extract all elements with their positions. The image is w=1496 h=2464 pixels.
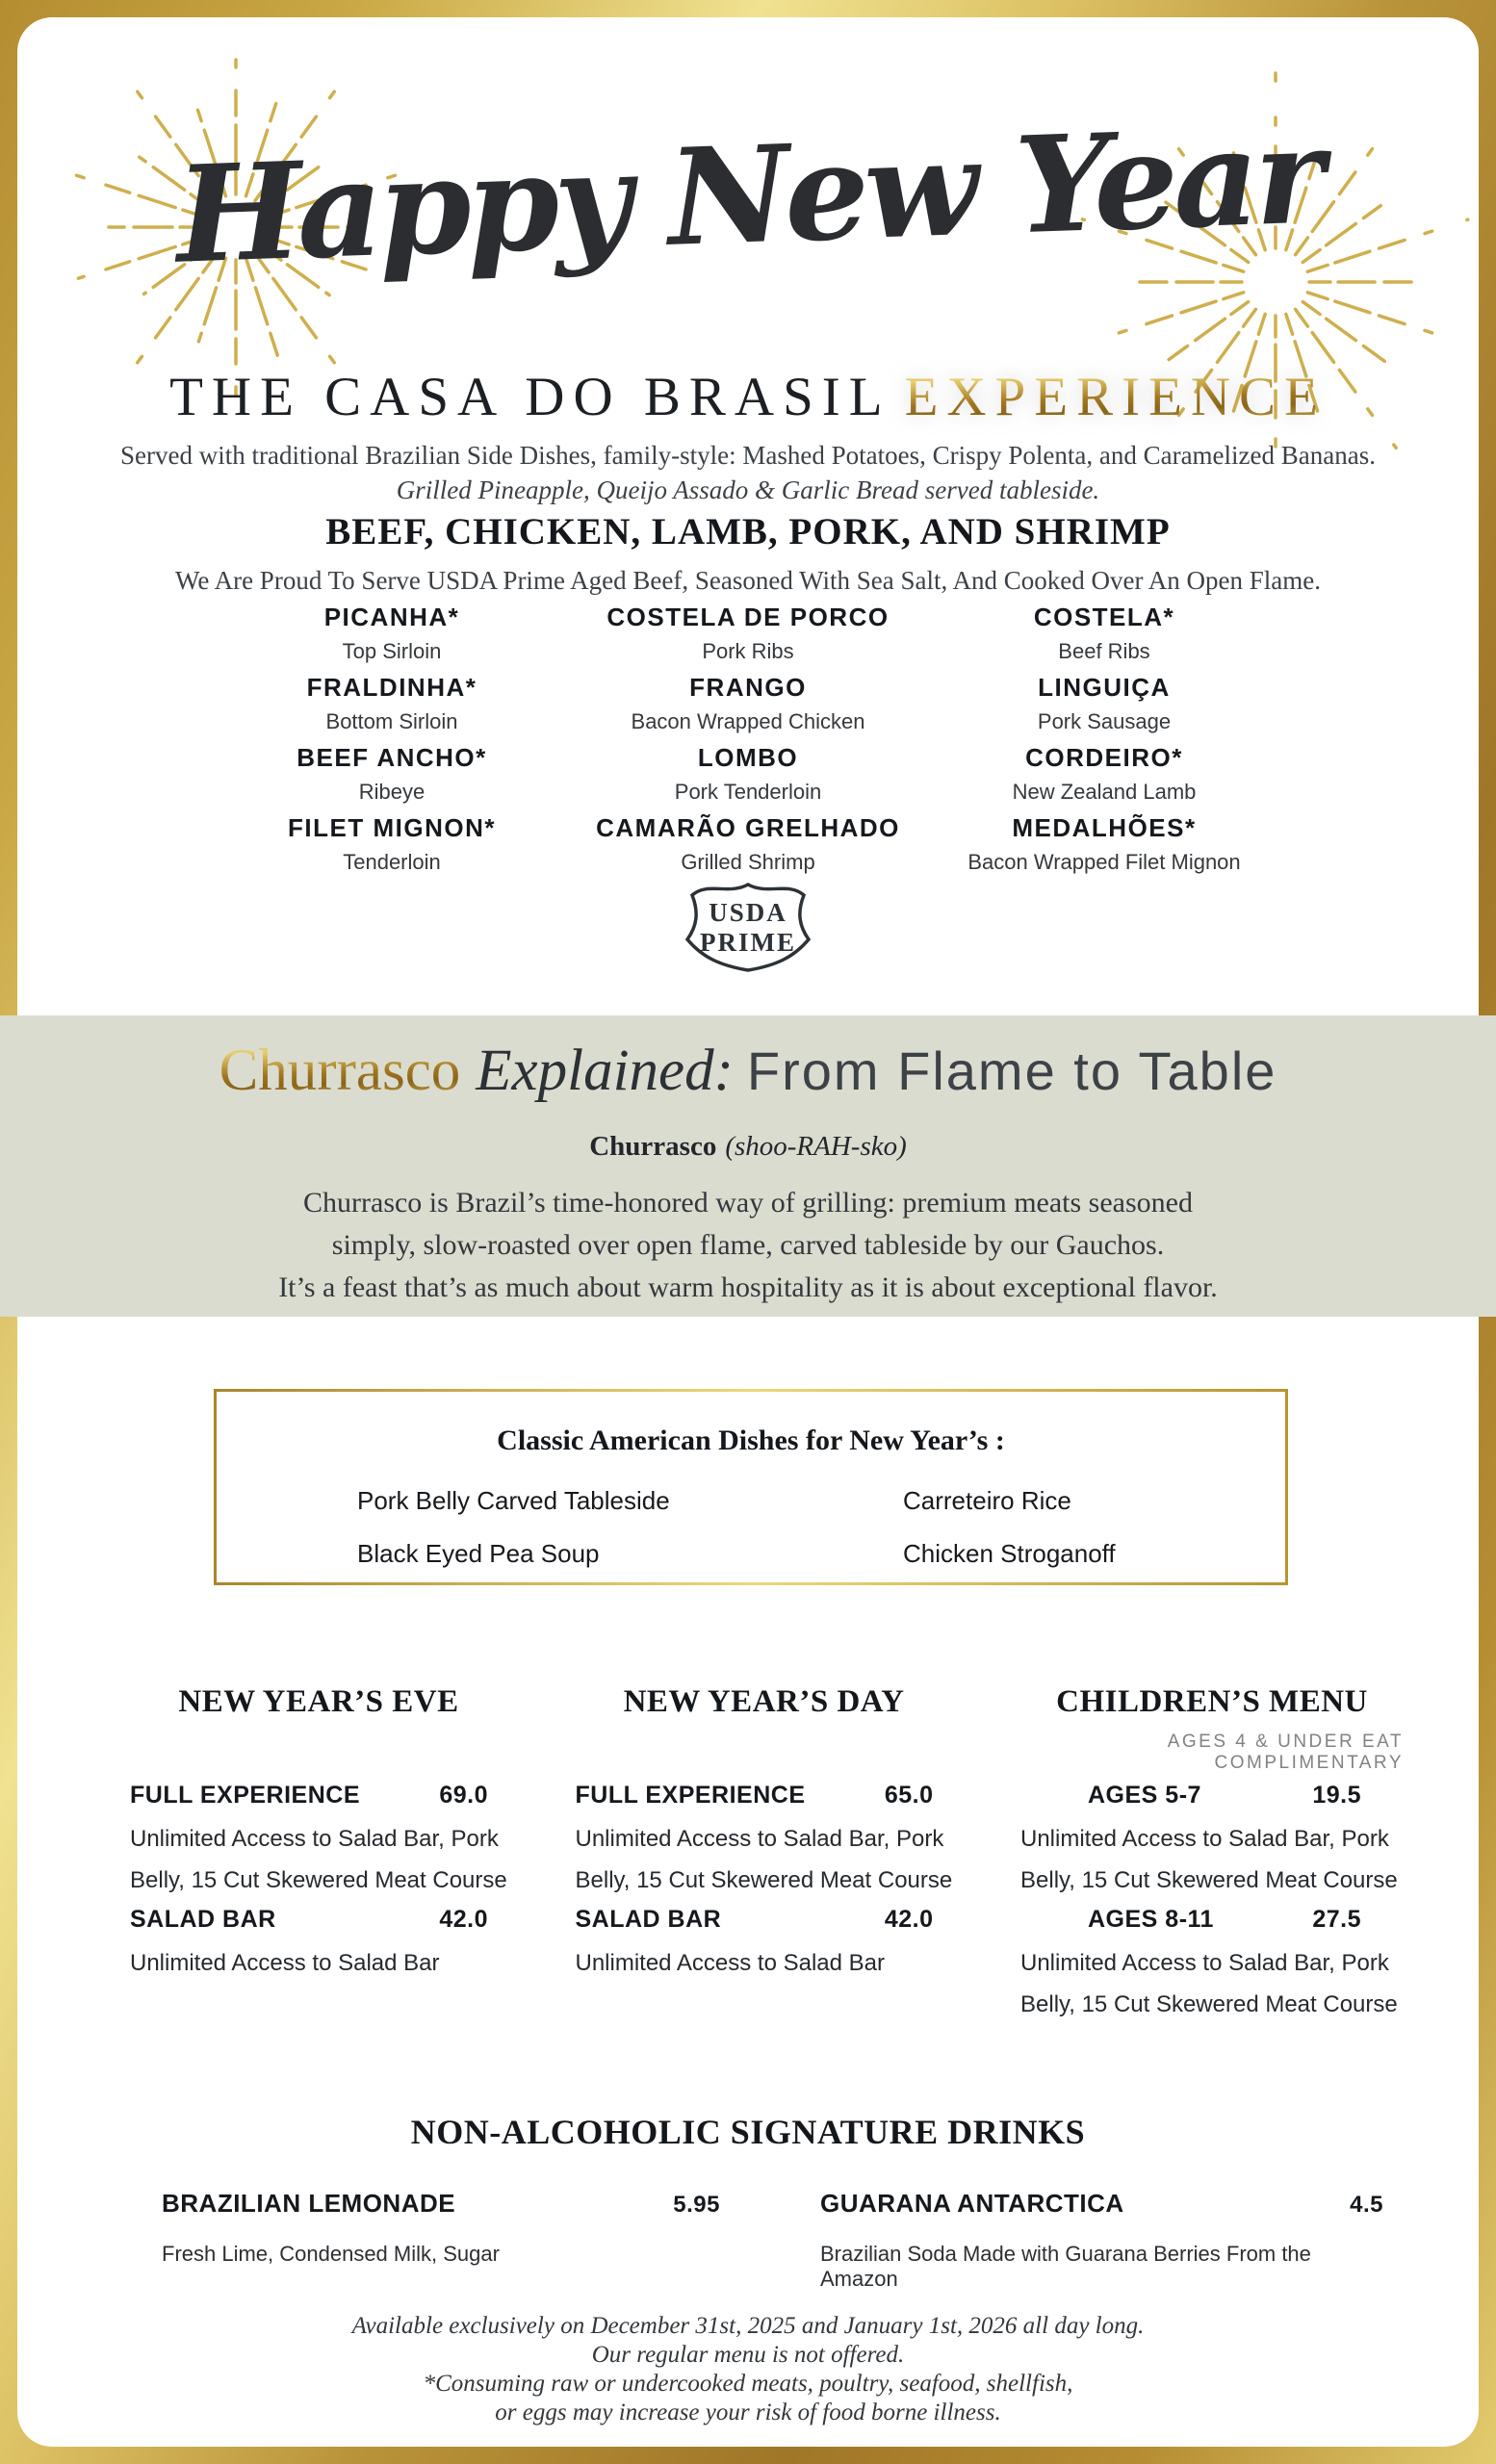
meat-grid bbox=[233, 603, 1263, 875]
drink-item-row bbox=[820, 2189, 1383, 2219]
menu-item-desc: Unlimited Access to Salad Bar bbox=[130, 1950, 440, 1976]
meat-desc: Pork Ribs bbox=[702, 639, 794, 663]
meat-desc: Ribeye bbox=[358, 780, 426, 804]
meat-item bbox=[551, 603, 945, 664]
menu-item-row bbox=[576, 1906, 953, 1934]
menu-page bbox=[17, 17, 1479, 2447]
footer-line1: Available exclusively on December 31st, 2025 and January 1st, 2026 all day long. bbox=[351, 2313, 1145, 2339]
meat-name: CAMARÃO GRELHADO bbox=[596, 813, 900, 842]
pricing-column-note: AGES 4 & UNDER EAT COMPLIMENTARY bbox=[1167, 1732, 1404, 1773]
meat-item bbox=[945, 673, 1263, 734]
meat-item bbox=[233, 673, 551, 734]
pricing-section bbox=[130, 1684, 1404, 2030]
pricing-column-heading: CHILDREN’S MENU bbox=[1056, 1684, 1368, 1719]
meat-desc: Pork Sausage bbox=[1037, 709, 1172, 733]
churrasco-heading-rest: From Flame to Table bbox=[746, 1040, 1277, 1101]
meat-desc: Top Sirloin bbox=[342, 639, 442, 663]
menu-item-row bbox=[130, 1906, 507, 1934]
meats-heading: BEEF, CHICKEN, LAMB, PORK, AND SHRIMP bbox=[325, 511, 1171, 552]
drink-name: BRAZILIAN LEMONADE bbox=[162, 2189, 456, 2218]
churrasco-desc-line2: simply, slow-roasted over open flame, carved tableside by our Gauchos. bbox=[331, 1229, 1165, 1261]
meat-name: BEEF ANCHO* bbox=[297, 743, 487, 772]
menu-item-row bbox=[1020, 1906, 1404, 1934]
meat-desc: Bottom Sirloin bbox=[325, 709, 458, 733]
classic-dish-item: Carreteiro Rice bbox=[903, 1486, 1071, 1515]
churrasco-desc-line1: Churrasco is Brazil’s time-honored way of grilling: premium meats seasoned bbox=[303, 1187, 1193, 1219]
page-title-accent: EXPERIENCE bbox=[904, 367, 1327, 427]
classic-dish-item: Pork Belly Carved Tableside bbox=[357, 1486, 670, 1515]
meat-name: LOMBO bbox=[697, 743, 799, 772]
meat-item bbox=[233, 603, 551, 664]
menu-item-price: 19.5 bbox=[1312, 1782, 1361, 1809]
drink-price: 5.95 bbox=[673, 2192, 720, 2218]
classic-dishes-list bbox=[217, 1486, 1285, 1569]
pricing-column-note bbox=[576, 1732, 953, 1782]
pricing-column-new-years-eve bbox=[130, 1684, 507, 2030]
churrasco-description bbox=[0, 1182, 1496, 1309]
meat-name: FRALDINHA* bbox=[306, 673, 477, 702]
churrasco-desc-line3: It’s a feast that’s as much about warm hospitality as it is about exceptional flavor. bbox=[278, 1271, 1218, 1303]
pricing-column-heading: NEW YEAR’S DAY bbox=[623, 1684, 905, 1719]
churrasco-section bbox=[0, 1015, 1496, 1317]
greeting-script: Happy New Year bbox=[173, 96, 1323, 294]
usda-badge-text-line1: USDA bbox=[709, 898, 787, 927]
drink-item bbox=[162, 2189, 720, 2292]
footer-line4: or eggs may increase your risk of food borne illness. bbox=[495, 2400, 1001, 2426]
drinks-section bbox=[17, 2112, 1479, 2292]
drink-price: 4.5 bbox=[1350, 2192, 1383, 2218]
footer-line3: *Consuming raw or undercooked meats, poultry, seafood, shellfish, bbox=[423, 2371, 1073, 2397]
meat-desc: Bacon Wrapped Filet Mignon bbox=[967, 850, 1241, 874]
meat-item bbox=[551, 743, 945, 805]
meat-desc: Grilled Shrimp bbox=[681, 850, 815, 874]
churrasco-pron-phonetic: (shoo-RAH-sko) bbox=[725, 1131, 907, 1162]
menu-item-row bbox=[576, 1782, 953, 1810]
meat-item bbox=[945, 813, 1263, 875]
menu-item-desc: Unlimited Access to Salad Bar, Pork Belly, 15 Cut Skewered Meat Course bbox=[1020, 1826, 1398, 1893]
menu-item-price: 27.5 bbox=[1312, 1906, 1361, 1933]
meats-subheading: We Are Proud To Serve USDA Prime Aged Beef, Seasoned With Sea Salt, And Cooked Over An Open Flame. bbox=[175, 566, 1321, 595]
churrasco-heading bbox=[0, 1039, 1496, 1103]
drink-desc: Fresh Lime, Condensed Milk, Sugar bbox=[162, 2242, 500, 2266]
menu-item-name: FULL EXPERIENCE bbox=[130, 1782, 361, 1809]
menu-item-row bbox=[1020, 1782, 1404, 1810]
menu-item-name: AGES 8-11 bbox=[1088, 1906, 1214, 1933]
meat-name: LINGUIÇA bbox=[1038, 673, 1171, 702]
drinks-heading: NON-ALCOHOLIC SIGNATURE DRINKS bbox=[410, 2113, 1086, 2151]
meat-desc: New Zealand Lamb bbox=[1012, 780, 1197, 804]
meat-desc: Beef Ribs bbox=[1058, 639, 1150, 663]
drinks-list bbox=[17, 2189, 1479, 2292]
meat-name: FILET MIGNON* bbox=[288, 813, 496, 842]
meat-item bbox=[945, 743, 1263, 805]
menu-item-price: 69.0 bbox=[439, 1782, 488, 1809]
meat-item bbox=[233, 813, 551, 875]
usda-prime-badge-icon bbox=[683, 876, 813, 974]
drink-item bbox=[820, 2189, 1383, 2292]
churrasco-heading-italic: Explained: bbox=[476, 1039, 734, 1103]
footer-notes bbox=[17, 2312, 1479, 2427]
drink-name: GUARANA ANTARCTICA bbox=[820, 2189, 1124, 2218]
classic-dish-item: Chicken Stroganoff bbox=[903, 1539, 1116, 1568]
pricing-column-note bbox=[130, 1732, 507, 1782]
menu-item-price: 42.0 bbox=[439, 1906, 488, 1933]
meat-item bbox=[551, 673, 945, 734]
classic-dishes-heading: Classic American Dishes for New Year’s : bbox=[497, 1424, 1005, 1456]
menu-item-desc: Unlimited Access to Salad Bar, Pork Belly, 15 Cut Skewered Meat Course bbox=[575, 1826, 953, 1893]
meat-name: PICANHA* bbox=[323, 603, 460, 631]
meat-item bbox=[233, 743, 551, 805]
churrasco-heading-gold: Churrasco bbox=[219, 1039, 461, 1103]
pricing-column-childrens-menu bbox=[1020, 1684, 1404, 2030]
drink-item-row bbox=[162, 2189, 720, 2219]
meat-name: MEDALHÕES* bbox=[1012, 813, 1197, 842]
page-title-main: THE CASA DO BRASIL bbox=[169, 367, 891, 427]
menu-item-price: 42.0 bbox=[884, 1906, 934, 1933]
subtitle-line1: Served with traditional Brazilian Side Dishes, family-style: Mashed Potatoes, Crispy Polenta, and Caramelized Bananas. bbox=[120, 441, 1376, 470]
meat-desc: Pork Tenderloin bbox=[674, 780, 822, 804]
meat-name: COSTELA* bbox=[1033, 603, 1175, 631]
menu-item-row bbox=[130, 1782, 507, 1810]
meat-item bbox=[551, 813, 945, 875]
churrasco-pronunciation bbox=[0, 1131, 1496, 1163]
meat-name: CORDEIRO* bbox=[1025, 743, 1183, 772]
churrasco-pron-word: Churrasco bbox=[589, 1131, 717, 1162]
menu-item-price: 65.0 bbox=[884, 1782, 934, 1809]
menu-item-desc: Unlimited Access to Salad Bar, Pork Belly, 15 Cut Skewered Meat Course bbox=[1020, 1950, 1398, 2017]
meat-item bbox=[945, 603, 1263, 664]
footer-line2: Our regular menu is not offered. bbox=[591, 2342, 905, 2368]
menu-item-name: SALAD BAR bbox=[575, 1906, 722, 1933]
meat-desc: Bacon Wrapped Chicken bbox=[631, 709, 865, 733]
drink-desc: Brazilian Soda Made with Guarana Berries From the Amazon bbox=[820, 2242, 1311, 2291]
menu-item-desc: Unlimited Access to Salad Bar bbox=[575, 1950, 885, 1976]
classic-dishes-box bbox=[214, 1389, 1288, 1585]
meat-name: COSTELA DE PORCO bbox=[606, 603, 890, 631]
meat-name: FRANGO bbox=[689, 673, 807, 702]
meat-desc: Tenderloin bbox=[343, 850, 441, 874]
page-title bbox=[17, 366, 1479, 428]
menu-item-name: AGES 5-7 bbox=[1088, 1782, 1201, 1809]
pricing-column-new-years-day bbox=[576, 1684, 953, 2030]
menu-item-desc: Unlimited Access to Salad Bar, Pork Belly, 15 Cut Skewered Meat Course bbox=[130, 1826, 507, 1893]
classic-dish-item: Black Eyed Pea Soup bbox=[357, 1539, 600, 1568]
usda-badge-text-line2: PRIME bbox=[700, 928, 796, 957]
subtitle-line2: Grilled Pineapple, Queijo Assado & Garlic Bread served tableside. bbox=[396, 475, 1100, 504]
pricing-column-heading: NEW YEAR’S EVE bbox=[178, 1684, 459, 1719]
menu-item-name: FULL EXPERIENCE bbox=[575, 1782, 806, 1809]
menu-item-name: SALAD BAR bbox=[130, 1906, 276, 1933]
